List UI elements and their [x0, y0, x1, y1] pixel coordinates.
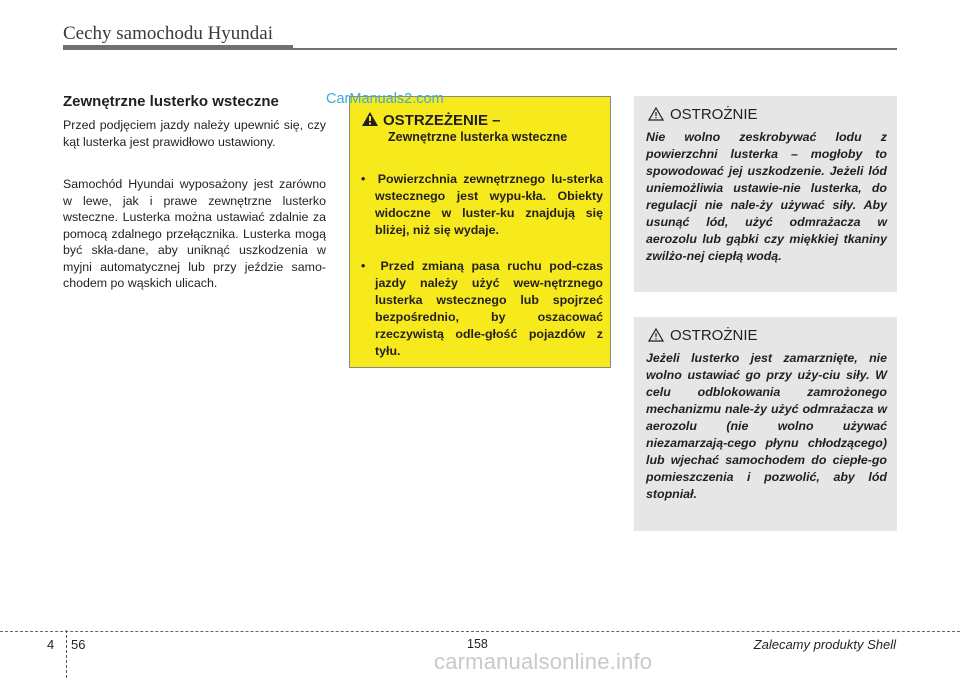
caution-text: Nie wolno zeskrobywać lodu z powierzchni lusterka – mogłoby to spowodować jej uszkodzenie. Jeżeli lód uniemożliwia ustawie-nie lusterka, do regulacji nie nale-ży używać siły. Aby usunąć lód, użyć odmrażacza w aerozolu lub gąbki czy miękkiej tkaniny zwilżo-nej ciepłą wodą.	[646, 130, 887, 263]
section-heading: Zewnętrzne lusterko wsteczne	[63, 93, 279, 110]
caution-text: Jeżeli lusterko jest zamarznięte, nie wolno ustawiać go przy uży-ciu siły. W celu odblokowania zamrożonego mechanizmu nale-ży użyć odmrażacza w aerozolu (nie wolno używać niezamarzają-cego płynu chłodzącego) lub wjechać samochodem do ciepłe-go pomieszczenia i pozwolić, aby lód stopniał.	[646, 351, 887, 501]
bullet: •	[361, 259, 366, 273]
page-number: 56	[71, 637, 86, 652]
chapter-number: 4	[47, 637, 55, 652]
caution-title-row	[648, 327, 758, 344]
caution-box	[634, 96, 897, 292]
warning-subtitle: Zewnętrzne lusterka wsteczne	[388, 130, 568, 144]
footer-vertical-divider	[66, 630, 67, 678]
body-paragraph: Przed podjęciem jazdy należy upewnić się, czy kąt lusterka jest prawidłowo ustawiony.	[63, 118, 326, 149]
warning-item	[361, 171, 603, 239]
header-rule	[293, 48, 897, 50]
caution-title: OSTROŻNIE	[670, 327, 758, 344]
warning-item-text: Powierzchnia zewnętrznego lu-sterka wstecznego jest wypu-kła. Obiekty widoczne w luster-ku znajdują się bliżej, niż się wydaje.	[375, 172, 603, 237]
warning-title: OSTRZEŻENIE –	[383, 112, 501, 129]
caution-title-row	[648, 106, 758, 123]
footer-slogan: Zalecamy produkty Shell	[753, 637, 896, 652]
pdf-page-number: 158	[467, 637, 488, 651]
watermark-link[interactable]: carmanualsonline.info	[434, 649, 653, 674]
bullet: •	[361, 172, 366, 186]
footer-divider	[0, 631, 960, 632]
warning-title-row	[361, 111, 501, 129]
warning-item	[361, 258, 603, 360]
watermark-link[interactable]: CarManuals2.com	[326, 91, 444, 107]
warning-item-text: Przed zmianą pasa ruchu pod-czas jazdy należy użyć wew-nętrznego lusterka wstecznego lub spojrzeć bezpośrednio, by oszacować rzeczywistą odle-głość pojazdów z tyłu.	[375, 259, 603, 358]
warning-box	[349, 96, 611, 368]
header-rule-thick	[63, 45, 293, 50]
caution-triangle-icon	[648, 328, 664, 342]
page-header-title: Cechy samochodu Hyundai	[63, 23, 274, 44]
warning-triangle-icon	[361, 111, 379, 127]
body-paragraph: Samochód Hyundai wyposażony jest zarówno w lewe, jak i prawe zewnętrzne lusterko wsteczne. Lusterka można ustawiać zdalnie za pomocą zdalnego przełącznika. Lusterka mogą być skła-dane, aby uniknąć uszkodzenia w myjni automatycznej lub przy jeździe samo-chodem po wąskich ulicach.	[63, 177, 326, 290]
caution-title: OSTROŻNIE	[670, 106, 758, 123]
caution-box	[634, 317, 897, 531]
caution-triangle-icon	[648, 107, 664, 121]
